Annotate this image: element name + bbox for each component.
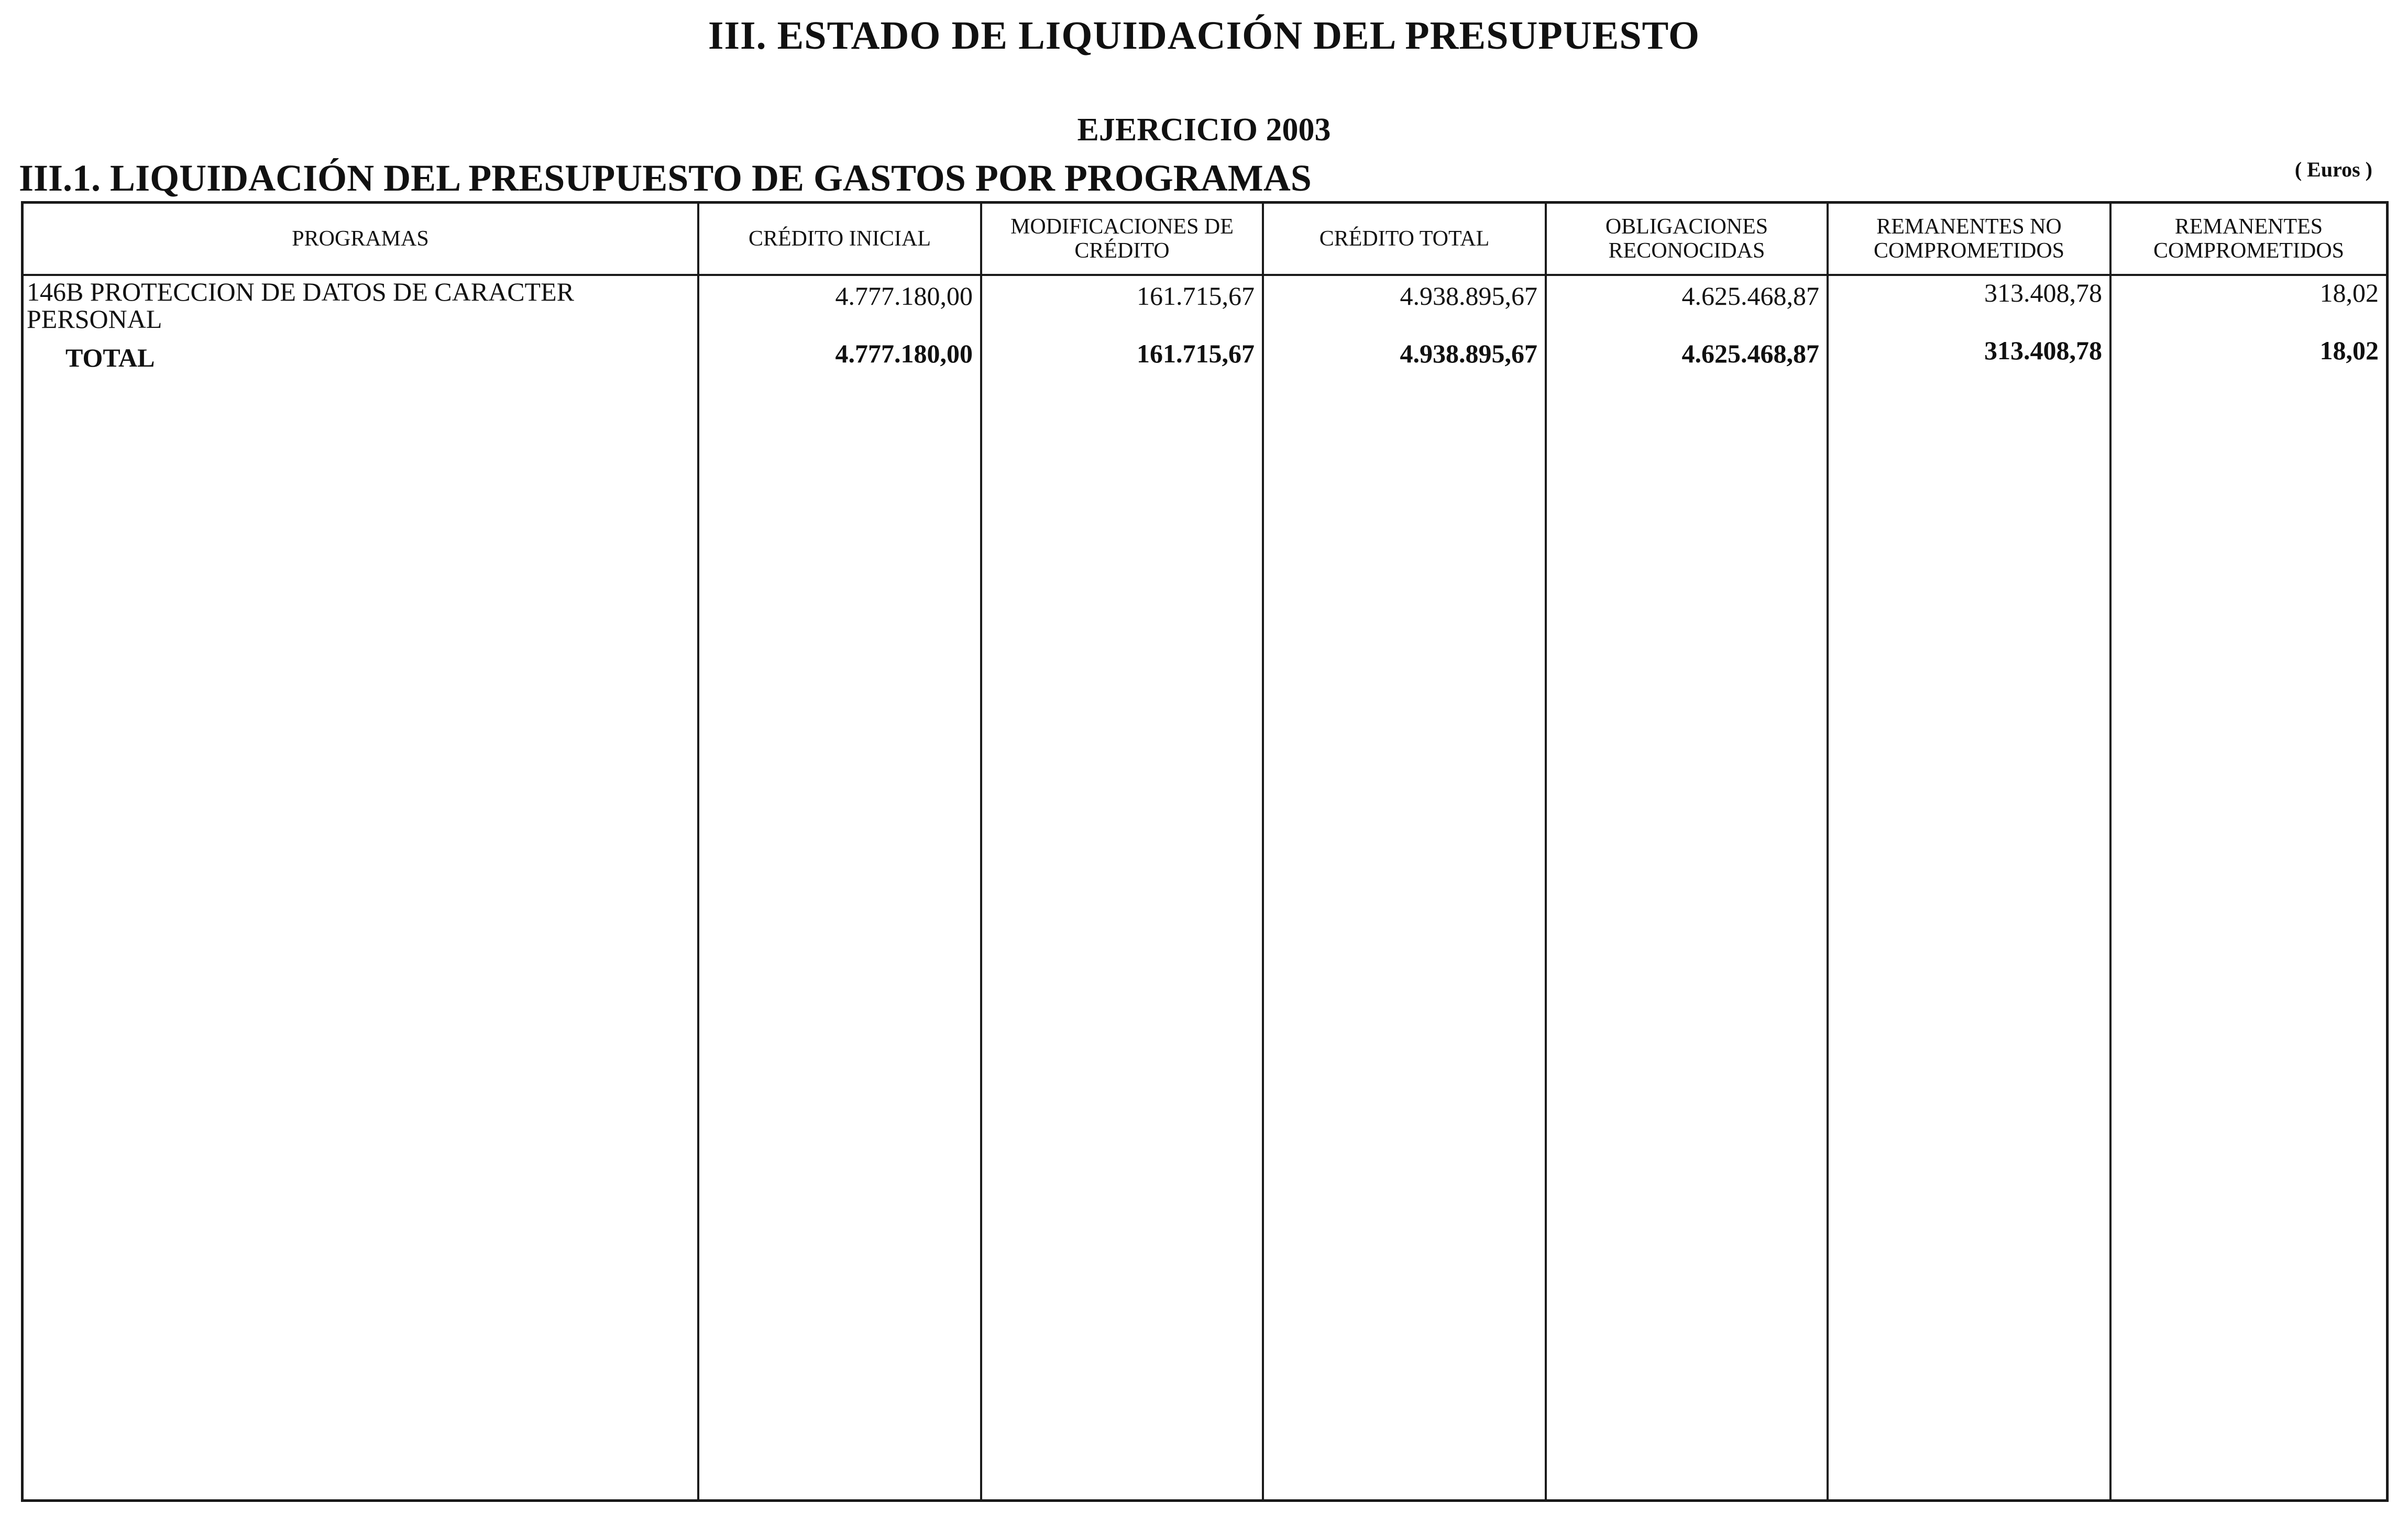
- main-title: III. ESTADO DE LIQUIDACIÓN DEL PRESUPUESTO: [708, 14, 1700, 58]
- total-credito-inicial: 4.777.180,00: [835, 339, 973, 368]
- header-remanentes-no: REMANENTES NO COMPROMETIDOS: [1873, 215, 2065, 263]
- total-label: TOTAL: [65, 343, 155, 372]
- total-remanentes-no: 313.408,78: [1984, 336, 2102, 365]
- header-credito-inicial: CRÉDITO INICIAL: [748, 227, 931, 251]
- column-divider: [1262, 204, 1264, 1499]
- row-remanentes: 18,02: [2319, 278, 2379, 307]
- row-obligaciones: 4.625.468,87: [1681, 281, 1819, 311]
- column-divider: [980, 204, 982, 1499]
- column-divider: [697, 204, 699, 1499]
- header-programas: PROGRAMAS: [292, 227, 429, 251]
- row-credito-total: 4.938.895,67: [1400, 281, 1537, 311]
- row-modificaciones: 161.715,67: [1137, 281, 1255, 311]
- row-credito-inicial: 4.777.180,00: [835, 281, 973, 311]
- column-divider: [2109, 204, 2112, 1499]
- header-remanentes: REMANENTES COMPROMETIDOS: [2153, 215, 2345, 263]
- currency-units: ( Euros ): [2294, 158, 2372, 181]
- section-title: III.1. LIQUIDACIÓN DEL PRESUPUESTO DE GASTOS POR PROGRAMAS: [19, 157, 1312, 199]
- budget-table: [21, 201, 2389, 1502]
- total-remanentes: 18,02: [2319, 336, 2379, 365]
- total-credito-total: 4.938.895,67: [1400, 339, 1537, 368]
- total-modificaciones: 161.715,67: [1137, 339, 1255, 368]
- header-obligaciones: OBLIGACIONES RECONOCIDAS: [1605, 215, 1768, 263]
- row-programa: 146B PROTECCION DE DATOS DE CARACTER PERSONAL: [27, 277, 574, 334]
- exercise-year: EJERCICIO 2003: [1077, 112, 1331, 148]
- row-remanentes-no: 313.408,78: [1984, 278, 2102, 307]
- column-divider: [1827, 204, 1829, 1499]
- header-modificaciones: MODIFICACIONES DE CRÉDITO: [1010, 215, 1234, 263]
- column-divider: [1545, 204, 1547, 1499]
- total-obligaciones: 4.625.468,87: [1681, 339, 1819, 368]
- header-credito-total: CRÉDITO TOTAL: [1319, 227, 1490, 251]
